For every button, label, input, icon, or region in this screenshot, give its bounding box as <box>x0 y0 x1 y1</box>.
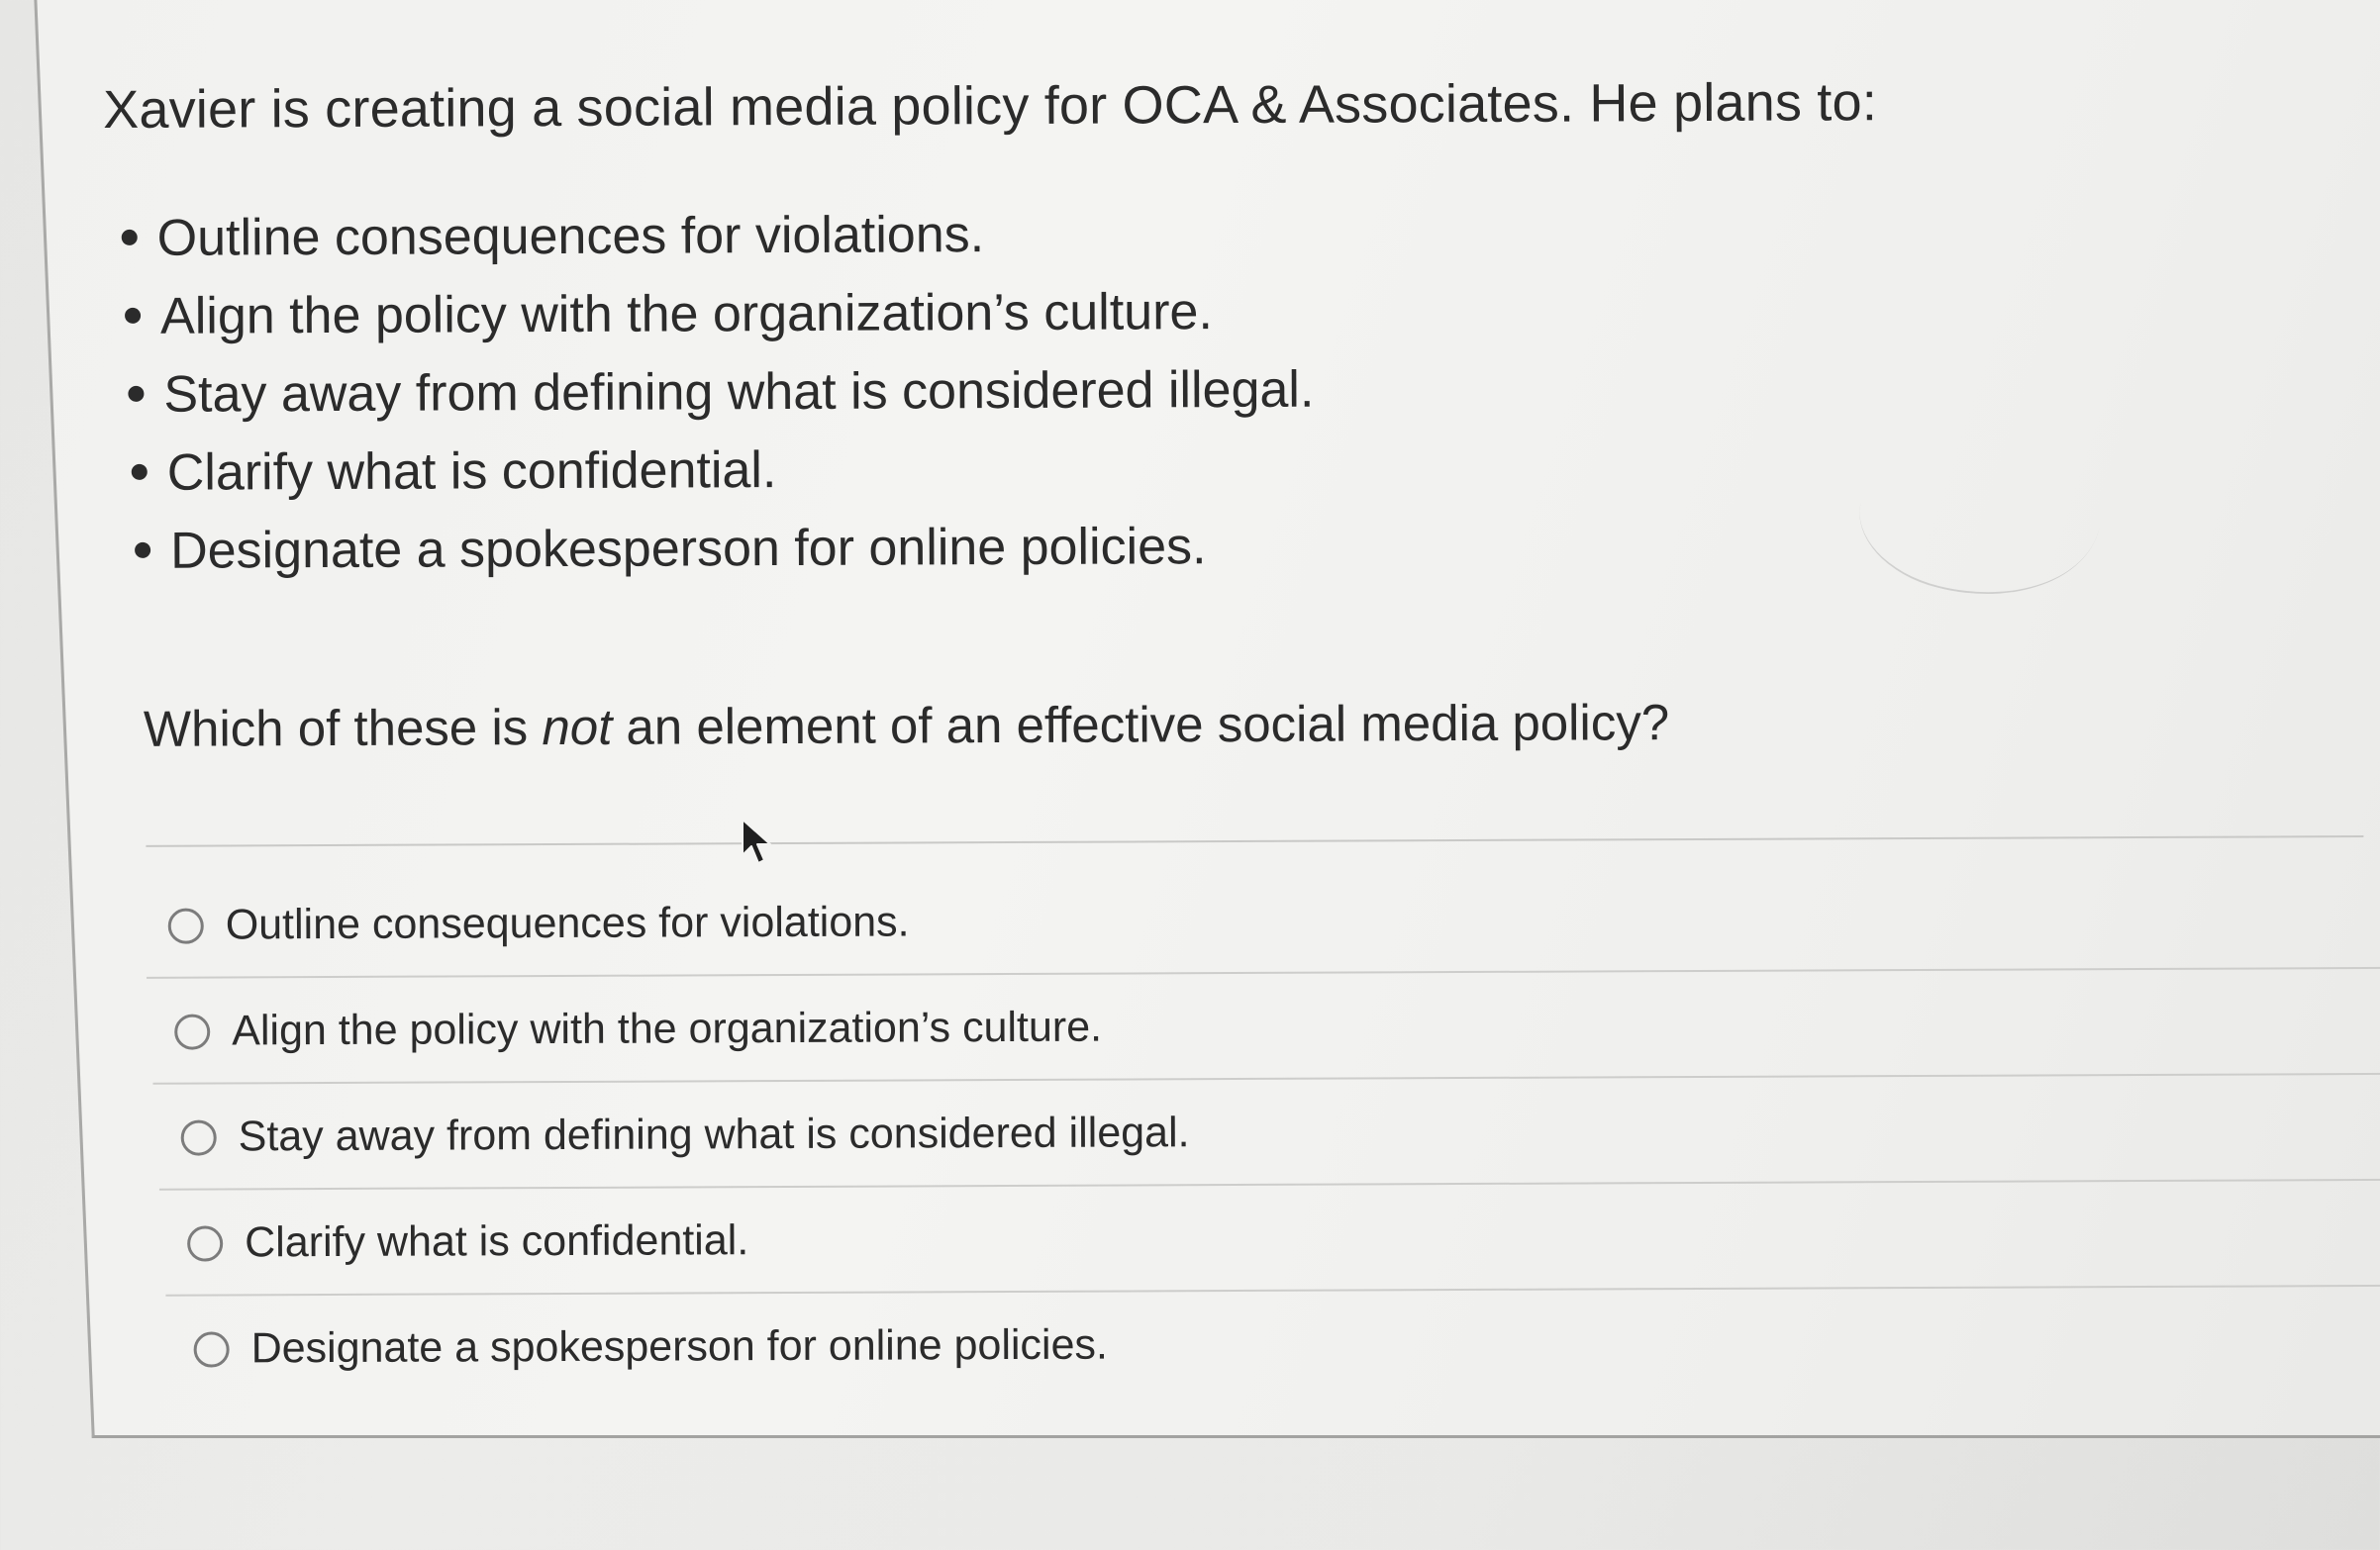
answer-option[interactable] <box>180 1075 2380 1191</box>
radio-unselected-icon[interactable] <box>181 1119 217 1155</box>
plan-item <box>122 195 1314 278</box>
answer-option[interactable] <box>187 1181 2380 1297</box>
bullet-icon <box>122 230 138 245</box>
plan-item-text: Clarify what is confidential. <box>166 441 777 502</box>
answer-option[interactable] <box>174 969 2380 1085</box>
plan-item-text: Align the policy with the organization’s culture. <box>159 283 1213 345</box>
plan-item <box>135 508 1315 591</box>
prompt-text-start: Which of these is <box>143 699 543 757</box>
answer-option-label: Stay away from defining what is considered illegal. <box>238 1109 1190 1161</box>
answer-option-label: Clarify what is confidential. <box>245 1216 749 1267</box>
answer-option[interactable] <box>168 863 2380 979</box>
prompt-emphasis: not <box>542 698 613 756</box>
plan-item-text: Designate a spokesperson for online policies. <box>169 518 1207 580</box>
plan-item <box>132 430 1315 513</box>
mouse-pointer-icon <box>741 818 774 867</box>
answer-options <box>168 863 2380 1403</box>
radio-unselected-icon[interactable] <box>168 908 204 943</box>
prompt-text-end: an element of an effective social media policy? <box>612 694 1670 755</box>
question-prompt <box>144 693 1669 758</box>
answer-option[interactable] <box>193 1287 2380 1403</box>
radio-unselected-icon[interactable] <box>194 1331 230 1367</box>
bullet-icon <box>125 308 141 324</box>
answer-option-label: Align the policy with the organization’s culture. <box>232 1003 1103 1055</box>
plan-item <box>125 273 1314 356</box>
bullet-icon <box>128 386 144 402</box>
bullet-icon <box>135 542 150 558</box>
plan-item-text: Stay away from defining what is considered illegal. <box>163 360 1315 424</box>
plan-item <box>128 351 1314 435</box>
answer-option-label: Outline consequences for violations. <box>225 898 910 949</box>
bullet-icon <box>132 464 148 480</box>
radio-unselected-icon[interactable] <box>187 1225 223 1261</box>
question-intro: Xavier is creating a social media policy for OCA & Associates. He plans to: <box>103 72 1878 140</box>
radio-unselected-icon[interactable] <box>174 1014 210 1049</box>
answer-option-label: Designate a spokesperson for online policies. <box>250 1320 1109 1373</box>
plan-item-text: Outline consequences for violations. <box>156 206 985 267</box>
plan-list <box>122 195 1316 591</box>
